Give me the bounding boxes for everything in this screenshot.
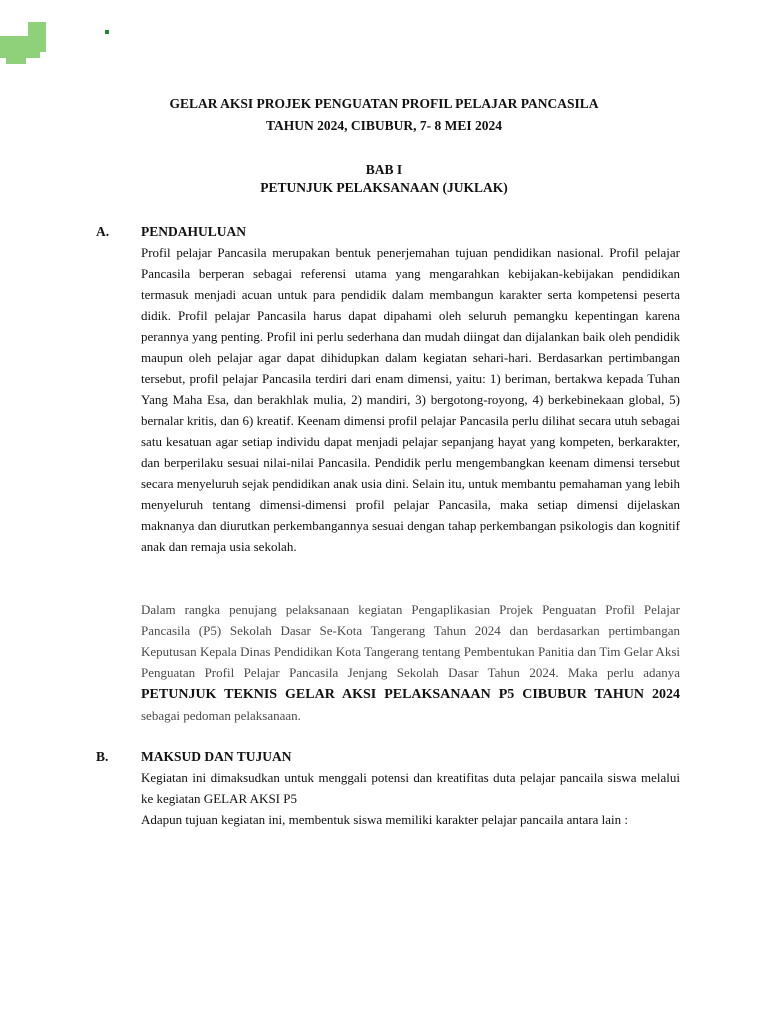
- section-a-paragraph-2: [141, 599, 680, 726]
- section-b-paragraphs: [141, 767, 680, 830]
- chapter-title: PETUNJUK PELAKSANAAN (JUKLAK): [260, 180, 508, 195]
- logo-dot: [105, 30, 109, 34]
- school-logo: [0, 0, 120, 70]
- section-a-heading: PENDAHULUAN: [141, 224, 247, 239]
- section-a-letter: A.: [96, 224, 110, 239]
- section-b-paragraph-2: Adapun tujuan kegiatan ini, membentuk siswa memiliki karakter pelajar pancaila antara lain :: [141, 812, 628, 827]
- section-a-paragraph-2-bold: PETUNJUK TEKNIS GELAR AKSI PELAKSANAAN P5 CIBUBUR TAHUN 2024: [141, 687, 680, 702]
- document-title-line2: TAHUN 2024, CIBUBUR, 7- 8 MEI 2024: [265, 118, 502, 133]
- section-a-paragraph-2-end: sebagai pedoman pelaksanaan.: [141, 708, 301, 723]
- document-title-line1: GELAR AKSI PROJEK PENGUATAN PROFIL PELAJAR PANCASILA: [169, 96, 599, 111]
- section-b-heading: MAKSUD DAN TUJUAN: [141, 749, 292, 764]
- chapter-label: BAB I: [365, 162, 403, 177]
- section-b-letter: B.: [96, 749, 109, 764]
- logo-shape-bottom: [6, 50, 26, 64]
- section-a-paragraph-1: Profil pelajar Pancasila merupakan bentuk penerjemahan tujuan pendidikan nasional. Profil pelajar Pancasila berperan sebagai referensi utama yang mengarahkan kebijakan-kebijakan pendidikan termasuk menjadi acuan untuk para pendidik dalam membangun karakter serta kompetensi peserta didik. Profil pelajar Pancasila harus dapat dipahami oleh seluruh pemangku kepentingan karena perannya yang penting. Profil ini perlu sederhana dan mudah diingat dan dijalankan baik oleh pendidik maupun oleh pelajar agar dapat dihidupkan dalam kegiatan sehari-hari. Berdasarkan pertimbangan tersebut, profil pelajar Pancasila terdiri dari enam dimensi, yaitu: 1) beriman, bertakwa kepada Tuhan Yang Maha Esa, dan berakhlak mulia, 2) mandiri, 3) bergotong-royong, 4) berkebinekaan global, 5) bernalar kritis, dan 6) kreatif. Keenam dimensi profil pelajar Pancasila perlu dilihat secara utuh sebagai satu kesatuan agar setiap individu dapat menjadi pelajar sepanjang hayat yang kompeten, berkarakter, dan berperilaku sesuai nilai-nilai Pancasila. Pendidik perlu mengembangkan keenam dimensi tersebut secara menyeluruh sejak pendidikan anak usia dini. Selain itu, untuk membantu pemahaman yang lebih menyeluruh tentang dimensi-dimensi profil pelajar Pancasila, maka setiap dimensi dijelaskan maknanya dan diurutkan perkembangannya sesuai dengan tahap perkembangan psikologis dan kognitif anak dan remaja usia sekolah.: [141, 245, 680, 554]
- section-b-paragraph-1: Kegiatan ini dimaksudkan untuk menggali potensi dan kreatifitas duta pelajar pancaila siswa melalui ke kegiatan GELAR AKSI P5: [141, 770, 680, 806]
- section-a-paragraph-2-start: Dalam rangka penujang pelaksanaan kegiatan Pengaplikasian Projek Penguatan Profil Pelajar Pancasila (P5) Sekolah Dasar Se-Kota Tangerang Tahun 2024 dan berdasarkan pertimbangan Keputusan Kepala Dinas Pendidikan Kota Tangerang tentang Pembentukan Panitia dan Tim Gelar Aksi Penguatan Profil Pelajar Pancasila Jenjang Sekolah Dasar Tahun 2024. Maka perlu adanya: [141, 602, 680, 680]
